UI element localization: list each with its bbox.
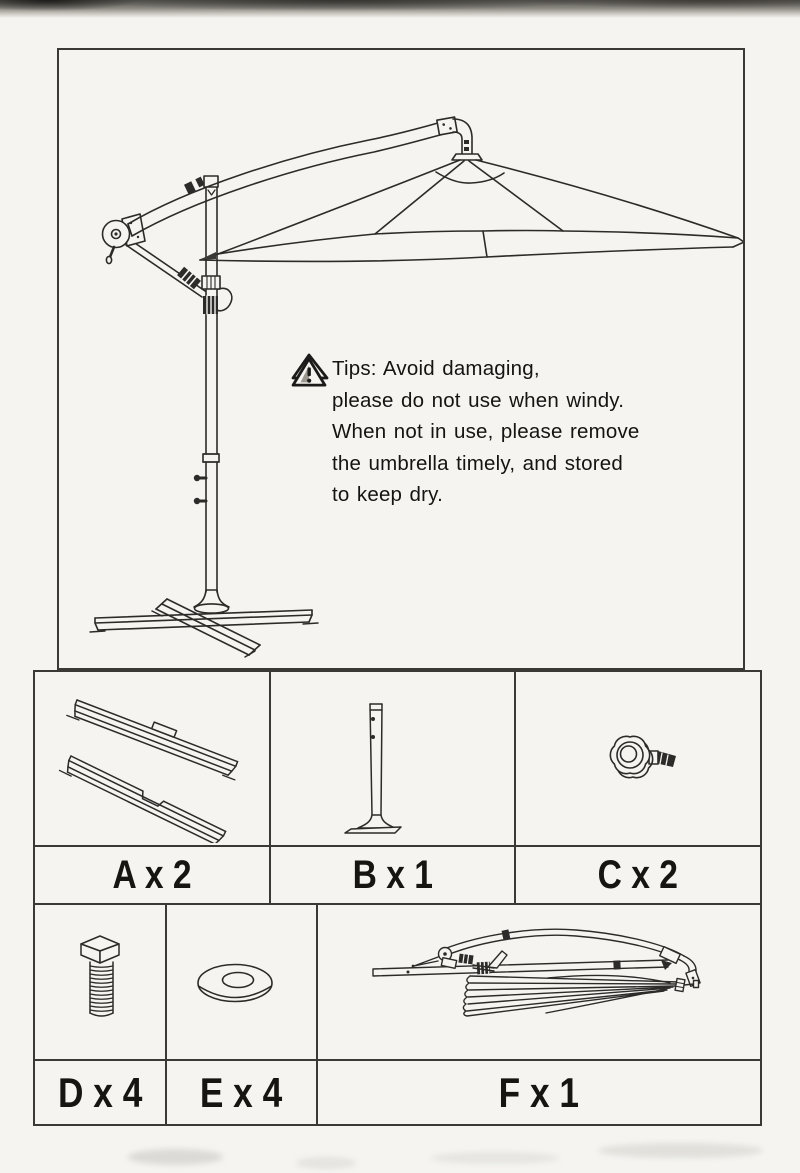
parts-row-1-drawings <box>35 672 760 845</box>
part-f-label: F x 1 <box>498 1068 580 1116</box>
assembled-umbrella-panel <box>57 48 745 670</box>
part-a-cell <box>35 672 271 845</box>
part-a-label-cell <box>35 847 271 903</box>
tips-line-1 <box>332 353 722 385</box>
part-d-label-cell <box>35 1061 167 1124</box>
tips-note <box>332 353 722 511</box>
part-e-cell <box>167 905 318 1059</box>
scan-smudge <box>128 1149 223 1165</box>
part-a-drawing-base-beams <box>35 672 267 843</box>
part-f-drawing-folded-umbrella <box>318 905 760 1059</box>
part-b-label: B x 1 <box>352 852 433 897</box>
parts-row-2-labels <box>35 1059 760 1124</box>
curved-arm <box>128 117 457 236</box>
tips-line-2: please do not use when windy. <box>332 388 625 412</box>
support-strut <box>126 239 232 314</box>
part-c-drawing-hand-knob <box>516 672 760 843</box>
scan-torn-edge <box>0 0 800 18</box>
part-e-label-cell <box>167 1061 318 1124</box>
part-d-cell <box>35 905 167 1059</box>
parts-table <box>33 670 762 1126</box>
tips-line-4: the umbrella timely, and stored <box>332 451 623 475</box>
parts-row-1-labels <box>35 845 760 903</box>
part-c-cell <box>516 672 760 845</box>
part-d-label: D x 4 <box>57 1068 143 1116</box>
part-c-label-cell <box>516 847 760 903</box>
scan-smudge <box>598 1143 763 1158</box>
part-c-label: C x 2 <box>597 852 679 897</box>
parts-row-2-drawings <box>35 903 760 1059</box>
scan-smudge <box>430 1152 560 1164</box>
warning-triangle-icon <box>291 357 327 387</box>
part-d-drawing-hex-bolt <box>35 905 163 1059</box>
tips-line-3: When not in use, please remove <box>332 420 640 443</box>
crank-handle <box>103 214 146 264</box>
part-f-label-cell <box>318 1061 760 1124</box>
part-e-label: E x 4 <box>200 1068 283 1116</box>
umbrella-pole <box>194 176 219 592</box>
part-b-drawing-pole <box>271 672 514 843</box>
part-a-label: A x 2 <box>112 852 192 897</box>
scan-smudge <box>296 1157 356 1169</box>
part-e-drawing-washer <box>167 905 314 1059</box>
pole-foot <box>194 590 229 613</box>
part-b-label-cell <box>271 847 516 903</box>
tips-line-5: to keep dry. <box>332 483 443 506</box>
part-b-cell <box>271 672 516 845</box>
part-f-cell <box>318 905 760 1059</box>
tips-text: Tips: Avoid damaging, <box>332 357 540 380</box>
